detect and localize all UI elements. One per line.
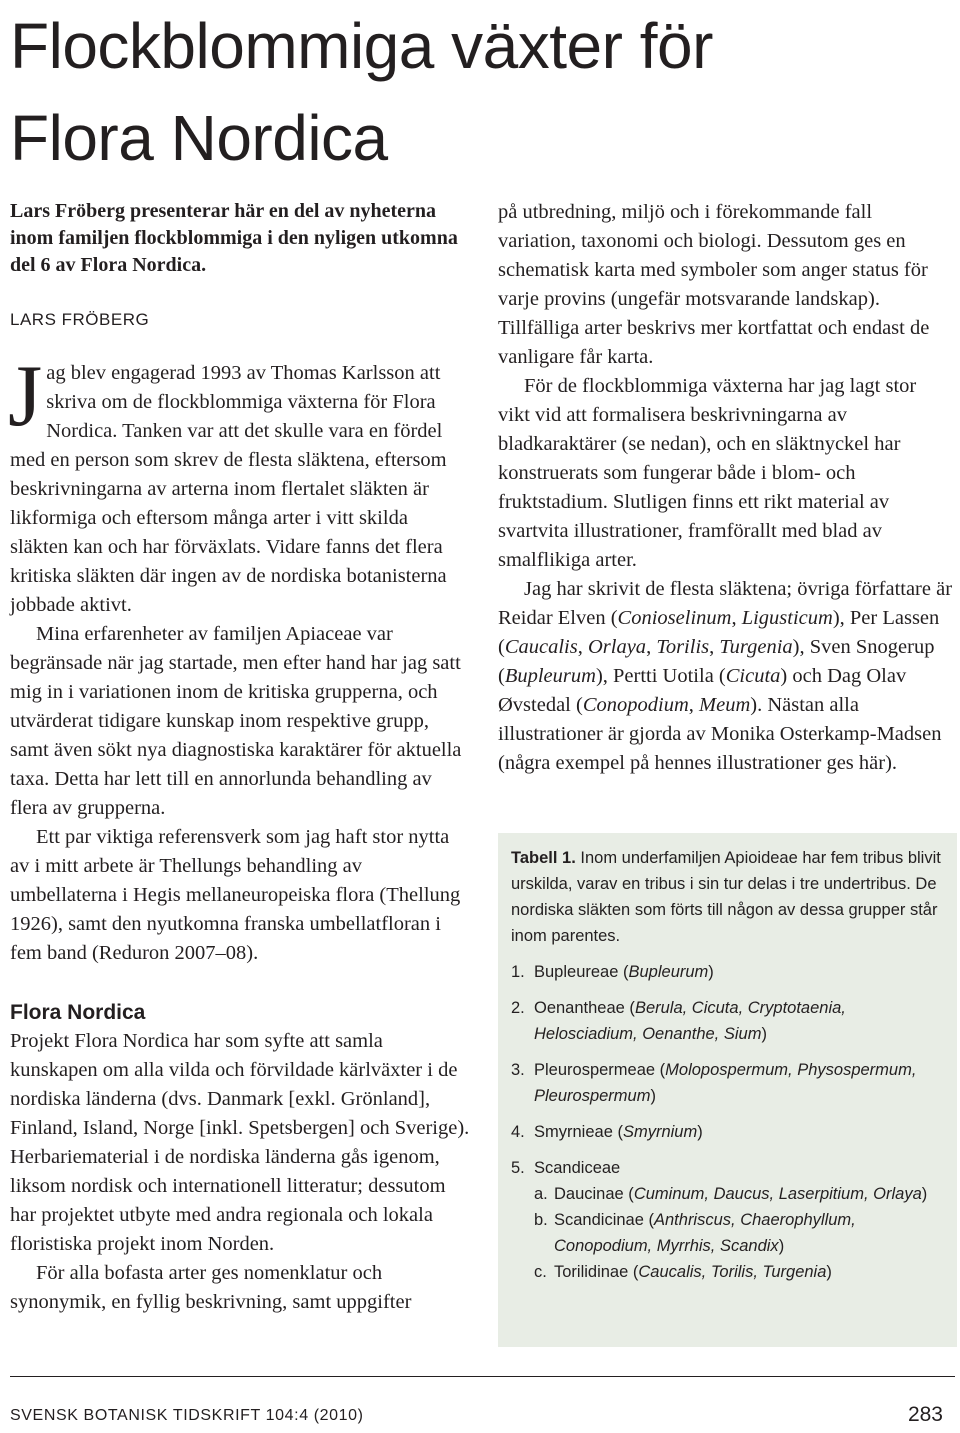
- body-paragraph-1-text: ag blev engagerad 1993 av Thomas Karlsson att skriva om de flockblommiga växterna för Flora Nordica. Tanken var att det skulle vara en fördel med en person som skrev de flesta släktena, eftersom beskrivningarna av arterna inom flertalet släkten är likformiga och eftersom många arter i vitt skilda släkten kan och har förväxlats. Vidare fanns det flera kritiska släkten där ingen av de nordiska botanisterna jobbade aktivt.: [10, 362, 447, 616]
- genera-list: Anthriscus, Chaerophyllum, Conopodium, Myrrhis, Scandix: [554, 1211, 856, 1255]
- body-paragraph-8: Jag har skrivit de flesta släktena; övriga författare är Reidar Elven (Conioselinum, Ligusticum), Per Lassen (Caucalis, Orlaya, Torilis, Turgenia), Sven Snogerup (Bupleurum), Pertti Uotila (Cicuta) och Dag Olav Øvstedal (Conopodium, Meum). Nästan alla illustrationer är gjorda av Monika Osterkamp-Madsen (några exempel på hennes illustrationer ges här).: [498, 578, 953, 774]
- title-line-2: Flora Nordica: [10, 102, 388, 174]
- genera-list: Berula, Cicuta, Cryptotaenia, Helosciadium, Oenanthe, Sium: [534, 999, 846, 1043]
- list-number: 2.: [511, 999, 525, 1017]
- author-byline: LARS FRÖBERG: [10, 310, 150, 329]
- footer-rule: [10, 1376, 955, 1377]
- genus-name: Torilis: [656, 636, 710, 658]
- body-paragraph-3: Ett par viktiga referensverk som jag haft stor nytta av i mitt arbete är Thellungs behandling av umbellaterna i Hegis mellaneuropeiska flora (Thellung 1926), samt den nyutkomna franska umbellatfloran i fem band (Reduron 2007–08).: [10, 826, 461, 964]
- genera-list: Bupleurum: [628, 963, 709, 981]
- tribus-name: Smyrnieae: [534, 1123, 613, 1141]
- list-number: 1.: [511, 963, 525, 981]
- genera-list: Caucalis, Torilis, Turgenia: [638, 1263, 827, 1281]
- article-title: [10, 0, 950, 184]
- text-run: Jag har skrivit de flesta släktena; övriga författare är Reidar Elven (: [498, 578, 953, 629]
- genus-name: Conioselinum: [617, 607, 732, 629]
- section-heading: Flora Nordica: [10, 1001, 146, 1024]
- tribus-name: Pleurospermeae: [534, 1061, 656, 1079]
- list-number: 4.: [511, 1123, 525, 1141]
- genus-name: Bupleurum: [504, 665, 596, 687]
- drop-cap: J: [8, 348, 43, 445]
- right-column: [498, 198, 953, 778]
- genus-name: Turgenia: [719, 636, 793, 658]
- text-run: ), Sven Snogerup (: [498, 636, 935, 687]
- genus-name: Caucalis: [504, 636, 578, 658]
- body-paragraph-5: För alla bofasta arter ges nomenklatur och synonymik, en fyllig beskrivning, samt uppgifter: [10, 1262, 412, 1313]
- table-caption-text: Inom underfamiljen Apioideae har fem tribus blivit urskilda, varav en tribus i sin tur delas i tre undertribus. De nordiska släkten som förts till någon av dessa grupper står inom parentes.: [511, 849, 941, 945]
- tribus-name: Oenantheae: [534, 999, 625, 1017]
- body-paragraph-6: på utbredning, miljö och i förekommande fall variation, taxonomi och biologi. Dessutom ges en schematisk karta med symboler som anger status för varje provins (ungefär motsvarande landskap). Tillfälliga arter beskrivs mer kortfattat och endast de vanligare får karta.: [498, 201, 930, 368]
- tribus-list: [511, 959, 943, 1285]
- list-number: 5.: [511, 1159, 525, 1177]
- undertribus-list: [534, 1181, 943, 1285]
- left-column: [10, 198, 470, 1317]
- table-box: [498, 833, 957, 1347]
- list-item: 4. Smyrnieae (Smyrnium): [511, 1119, 943, 1145]
- genera-list: Molopospermum, Physospermum, Pleurospermum: [534, 1061, 917, 1105]
- list-letter: b.: [534, 1211, 548, 1229]
- genus-name: Orlaya: [587, 636, 647, 658]
- body-paragraph-2: Mina erfarenheter av familjen Apiaceae var begränsade när jag startade, men efter hand har jag satt mig in i variationen inom de kritiska grupperna, och utvärderat tidigare kunskap inom respektive grupp, samt även sökt nya diagnostiska karaktärer för aktuella taxa. Detta har lett till en annorlunda behandling av flera av grupperna.: [10, 623, 462, 819]
- text-run: ). Nästan alla illustrationer är gjorda av Monika Osterkamp-Madsen (några exempel på hennes illustrationer ges här).: [498, 694, 942, 774]
- genera-list: Smyrnium: [622, 1123, 698, 1141]
- list-item: 2. Oenantheae (Berula, Cicuta, Cryptotaenia, Helosciadium, Oenanthe, Sium): [511, 995, 943, 1047]
- text-run: ,: [731, 607, 742, 629]
- page-number: 283: [907, 1403, 943, 1426]
- genus-name: Ligusticum: [741, 607, 833, 629]
- sub-list-item: b. Scandicinae (Anthriscus, Chaerophyllum, Conopodium, Myrrhis, Scandix): [534, 1207, 943, 1259]
- body-paragraph-1: [8, 348, 470, 620]
- table-caption: [511, 845, 943, 949]
- list-item: 3. Pleurospermeae (Molopospermum, Physospermum, Pleurospermum): [511, 1057, 943, 1109]
- sub-list-item: a. Daucinae (Cuminum, Daucus, Laserpitium, Orlaya): [534, 1181, 943, 1207]
- body-paragraph-4: Projekt Flora Nordica har som syfte att samla kunskapen om alla vilda och förvildade kärlväxter i de nordiska länderna (dvs. Danmark [exkl. Grönland], Finland, Island, Norge [inkl. Spetsbergen] och Sverige). Herbariematerial i de nordiska länderna gås igenom, liksom nordisk och internationell litteratur; dessutom har projektet utbyte med andra regionala och lokala floristiska projekt inom Norden.: [10, 1030, 470, 1255]
- body-paragraph-7: För de flockblommiga växterna har jag lagt stor vikt vid att formalisera beskrivningarna av bladkaraktärer (se nedan), och en släktnyckel har konstruerats som fungerar både i blom- och fruktstadium. Slutligen finns ett rikt material av svartvita illustrationer, framförallt med blad av smalflikiga arter.: [498, 375, 917, 571]
- journal-footer: SVENSK BOTANISK TIDSKRIFT 104:4 (2010): [10, 1407, 364, 1424]
- tribus-name: Scandiceae: [534, 1159, 621, 1177]
- text-run: ), Per Lassen (: [498, 607, 940, 658]
- genus-name: Conopodium: [582, 694, 689, 716]
- title-line-1: Flockblommiga växter för: [10, 10, 713, 82]
- undertribus-name: Torilidinae: [554, 1263, 629, 1281]
- list-number: 3.: [511, 1061, 525, 1079]
- text-run: ) och Dag Olav Øvstedal (: [498, 665, 907, 716]
- genera-list: Cuminum, Daucus, Laserpitium, Orlaya: [633, 1185, 922, 1203]
- genus-name: Cicuta: [725, 665, 781, 687]
- table-label: Tabell 1.: [511, 849, 576, 867]
- list-letter: a.: [534, 1185, 548, 1203]
- tribus-name: Bupleureae: [534, 963, 619, 981]
- sub-list-item: c. Torilidinae (Caucalis, Torilis, Turgenia): [534, 1259, 943, 1285]
- list-item: [511, 1155, 943, 1285]
- text-run: ), Pertti Uotila (: [595, 665, 726, 687]
- undertribus-name: Daucinae: [554, 1185, 624, 1203]
- list-item: 1. Bupleureae (Bupleurum): [511, 959, 943, 985]
- genus-name: Meum: [699, 694, 751, 716]
- lead-paragraph: Lars Fröberg presenterar här en del av nyheterna inom familjen flockblommiga i den nyligen utkomna del 6 av Flora Nordica.: [10, 200, 458, 276]
- list-letter: c.: [534, 1263, 547, 1281]
- undertribus-name: Scandicinae: [554, 1211, 644, 1229]
